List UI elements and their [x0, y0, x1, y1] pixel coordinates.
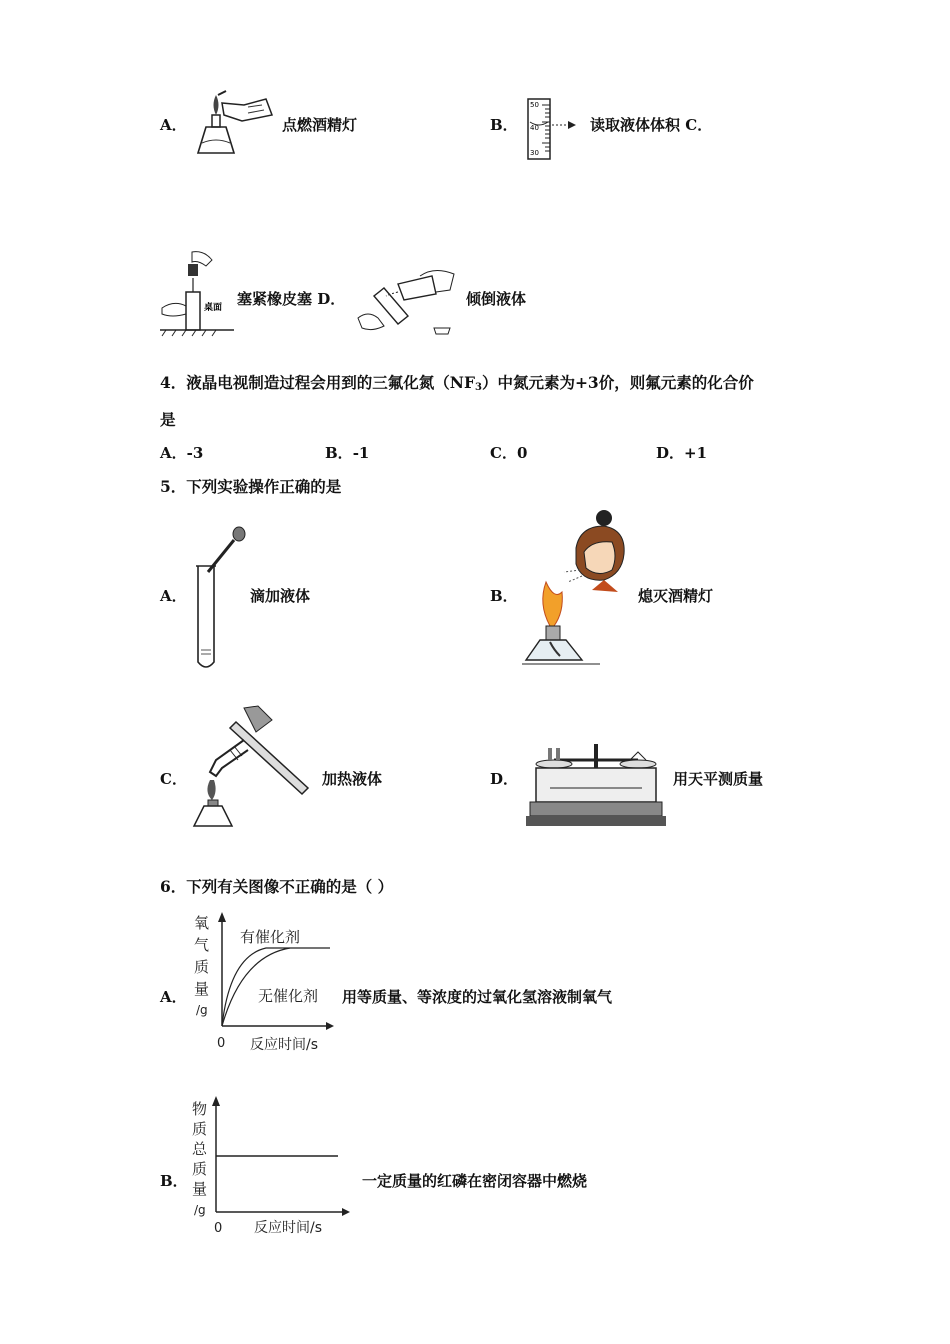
q4-option-a[interactable]: A．-3	[160, 444, 204, 462]
q5-option-c-text: 加热液体	[322, 770, 383, 788]
lighting-alcohol-lamp-figure	[192, 85, 280, 157]
q3-option-c-text: 塞紧橡皮塞 D．	[237, 290, 346, 308]
graph-b-ylabel-2: 质	[192, 1120, 208, 1138]
graph-a-ylabel-1: 氧	[194, 914, 210, 932]
total-mass-graph	[188, 1094, 354, 1240]
label-without-catalyst: 无催化剂	[258, 987, 319, 1005]
q3-option-a-text: 点燃酒精灯	[282, 116, 358, 134]
graph-b-ylabel-1: 物	[192, 1100, 208, 1118]
q5-option-d-text: 用天平测质量	[673, 770, 764, 788]
q4-option-c[interactable]: C．0	[490, 444, 528, 462]
inserting-stopper-figure	[158, 248, 236, 340]
desk-label: 桌面	[204, 303, 223, 313]
q5-option-d-letter: D．	[490, 770, 519, 788]
graph-b-xlabel: 反应时间/s	[254, 1220, 323, 1236]
q5-option-c-letter: C．	[160, 770, 187, 788]
q4-stem: 4．液晶电视制造过程会用到的三氟化氮$(NF_3)$中氮元素为+3价，则氟元素的化合价	[160, 373, 754, 393]
graph-a-origin: 0	[217, 1036, 226, 1051]
graph-a-ylabel-5: /g	[196, 1003, 208, 1017]
scale-tick-40: 40	[530, 124, 539, 132]
heating-liquid-figure	[188, 702, 320, 832]
q5-stem: 5．下列实验操作正确的是	[160, 477, 342, 496]
q6-option-b-letter: B．	[160, 1172, 188, 1190]
graduated-cylinder-figure	[522, 95, 586, 163]
q4-option-d[interactable]: D．+1	[656, 444, 708, 462]
oxygen-mass-graph	[190, 910, 336, 1056]
eye-icon	[568, 121, 576, 129]
graph-b-ylabel-5: 量	[192, 1180, 208, 1198]
q3-option-d-text: 倾倒液体	[466, 290, 527, 308]
blowing-out-lamp-figure	[520, 508, 632, 670]
graph-a-ylabel-4: 量	[194, 980, 210, 998]
graph-a-ylabel-2: 气	[194, 936, 210, 954]
q3-option-a-letter: A．	[160, 116, 187, 134]
balance-figure	[526, 738, 666, 832]
dropper-test-tube-figure	[186, 526, 252, 672]
q4-stem-line2: 是	[160, 410, 176, 429]
graph-b-ylabel-4: 质	[192, 1160, 208, 1178]
graph-a-ylabel-3: 质	[194, 958, 210, 976]
scale-tick-50: 50	[530, 101, 539, 109]
q6-option-a-letter: A．	[160, 988, 187, 1006]
label-with-catalyst: 有催化剂	[240, 928, 301, 946]
q3-option-b-text: 读取液体体积 C．	[590, 116, 713, 134]
q4-option-b[interactable]: B．-1	[325, 444, 370, 462]
pouring-liquid-figure	[354, 266, 464, 338]
q5-option-b-text: 熄灭酒精灯	[638, 587, 714, 605]
q6-option-a-text: 用等质量、等浓度的过氧化氢溶液制氧气	[342, 988, 613, 1006]
q5-option-b-letter: B．	[490, 587, 518, 605]
q6-option-b-text: 一定质量的红磷在密闭容器中燃烧	[362, 1172, 588, 1190]
graph-b-ylabel-3: 总	[192, 1140, 208, 1158]
q5-option-a-letter: A．	[160, 587, 187, 605]
q3-option-b-letter: B．	[490, 116, 518, 134]
q6-stem: 6．下列有关图像不正确的是（ ）	[160, 877, 394, 896]
graph-b-origin: 0	[214, 1221, 223, 1236]
graph-b-ylabel-6: /g	[194, 1203, 206, 1217]
scale-tick-30: 30	[530, 149, 539, 157]
graph-a-xlabel: 反应时间/s	[250, 1037, 319, 1053]
q5-option-a-text: 滴加液体	[250, 587, 311, 605]
